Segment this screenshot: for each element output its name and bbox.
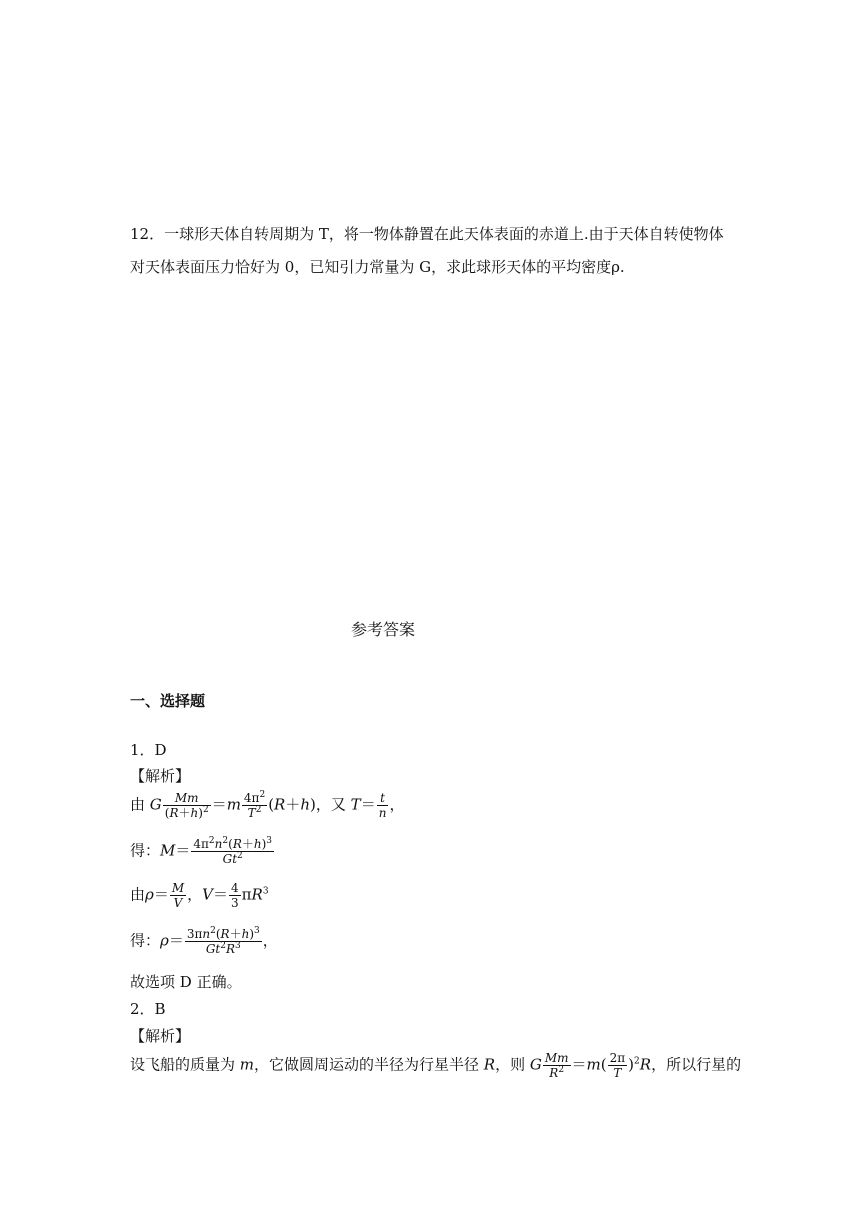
answer-1-analysis-label: 【解析】 xyxy=(130,767,191,785)
answer-2-analysis-label: 【解析】 xyxy=(130,1027,191,1045)
answer-1-equation-4: 得：ρ＝ $\frac{3\pi n^2(R+h)^3}{Gt^2R^3}$ ， xyxy=(130,926,278,956)
answer-1-conclusion: 故选项 D 正确。 xyxy=(130,973,242,991)
answer-1-equation-3: 由ρ＝ $\frac{M}{V}$ ，V＝ $\frac{4}{3}$ $\pi R^3$ xyxy=(130,881,269,910)
answer-title: 参考答案 xyxy=(351,620,416,639)
answer-1-label: 1．D xyxy=(130,741,167,759)
question-12-line-1: 12．一球形天体自转周期为 T，将一物体静置在此天体表面的赤道上.由于天体自转使物体 xyxy=(130,225,724,243)
answer-1-equation-1: 由 G $\frac{Mm}{(R+h)^2}$ ＝m $\frac{4\pi^2}{T^2}$ (R＋h)，又 T＝ $\frac{t}{n}$ ， xyxy=(130,790,405,820)
answer-2-label: 2．B xyxy=(130,1000,166,1018)
answer-1-equation-2: 得：M＝ $\frac{4\pi^2n^2(R+h)^3}{Gt^2}$ xyxy=(130,836,273,866)
answer-2-text: 设飞船的质量为 m，它做圆周运动的半径为行星半径 R，则 G $\frac{Mm}{R^2}$ ＝m( $\frac{2\pi}{T}$ )$^2$R，所以行星的 xyxy=(130,1051,742,1080)
section-heading: 一、选择题 xyxy=(130,692,206,710)
question-12-line-2: 对天体表面压力恰好为 0，已知引力常量为 G，求此球形天体的平均密度ρ. xyxy=(130,258,625,276)
